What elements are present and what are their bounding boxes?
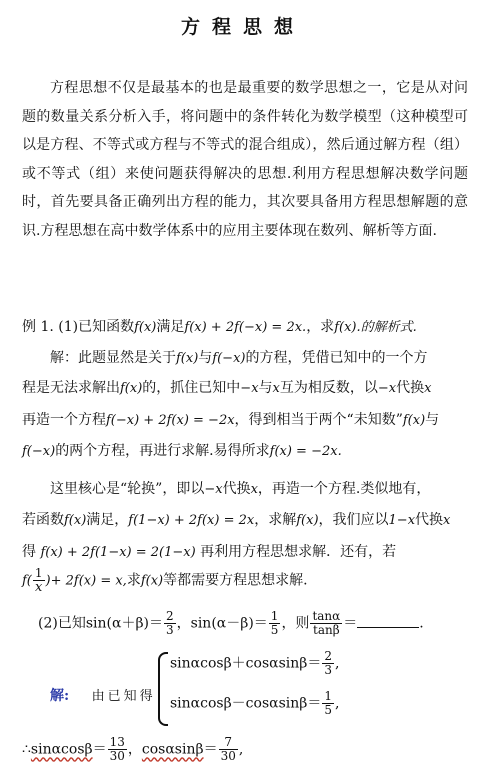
system-row-2: sinαcosβ－cosαsinβ＝ $\frac{1}{5}$ , (170, 689, 340, 717)
fraction-tan-ratio: $\frac{\tan\alpha}{\tan\beta}$ (312, 609, 341, 637)
solution-1-line-1: 解：此题显然是关于f(x)与f(−x)的方程，凭借已知中的一个方 (50, 350, 428, 366)
answer-blank (357, 615, 419, 628)
solution-2-result: ∴sinαcosβ＝ $\frac{13}{30}$ ，cosαsinβ＝ $\frac{7}{30}$ , (22, 735, 244, 763)
fraction-one-over-x: $\frac{1}{x}$ (34, 566, 43, 595)
solution-1-line-4: f(−x)的两个方程，再进行求解.易得所求f(x) = −2x. (22, 443, 342, 459)
fraction-one-fifth: $\frac{1}{5}$ (270, 609, 279, 637)
solution-2-label: 解: 由已知得 (50, 688, 156, 704)
solution-1-line-2: 程是无法求解出f(x)的，抓住已知中−x与x互为相反数，以−x代换x (22, 380, 432, 396)
intro-paragraph: 方程思想不仅是最基本的也是最重要的数学思想之一，它是从对问题的数量关系分析入手，将问题中的条件转化为数学模型（这种模型可以是方程、不等式或方程与不等式的混合组成），然后通过解方程（组）或不等式（组）来使问题获得解决的思想.利用方程思想解决数学问题时，首先要具备正确列出方程的能力，其次要具备用方程思想解题的意识.方程思想在高中数学体系中的应用主要体现在数列、解析等方面. (22, 80, 468, 239)
example-2-statement: (2)已知sin(α＋β)＝ $\frac{2}{3}$ ，sin(α－β)＝ $\frac{1}{5}$ ，则 $\frac{\tan\alpha}{\tan\beta}$ ＝ . (38, 609, 424, 637)
system-brace (158, 652, 168, 726)
solution-1-line-3: 再造一个方程f(−x) + 2f(x) = −2x，得到相当于两个“未知数”f(x)与 (22, 412, 440, 428)
example-1-statement: 例 1. (1)已知函数f(x)满足f(x) + 2f(−x) = 2x.，求f(x).的解析式. (22, 319, 417, 335)
core-line-3: 得 f(x) + 2f(1−x) = 2(1−x) 再利用方程思想求解．还有，若 (22, 544, 397, 560)
system-row-1: sinαcosβ＋cosαsinβ＝ $\frac{2}{3}$ , (170, 649, 340, 677)
fraction-13-30: $\frac{13}{30}$ (109, 735, 125, 763)
page-title: 方程思想 (180, 16, 305, 38)
core-line-1: 这里核心是“轮换”，即以−x代换x，再造一个方程.类似地有， (50, 481, 431, 497)
core-line-4: f( $\frac{1}{x}$ )+ 2f(x) = x,求f(x)等都需要方程思想求解. (22, 566, 308, 595)
core-line-2: 若函数f(x)满足，f(1−x) + 2f(x) = 2x，求解f(x)，我们应以1−x代换x (22, 512, 451, 528)
fraction-two-thirds: $\frac{2}{3}$ (166, 609, 174, 637)
fraction-7-30: $\frac{7}{30}$ (220, 735, 236, 763)
